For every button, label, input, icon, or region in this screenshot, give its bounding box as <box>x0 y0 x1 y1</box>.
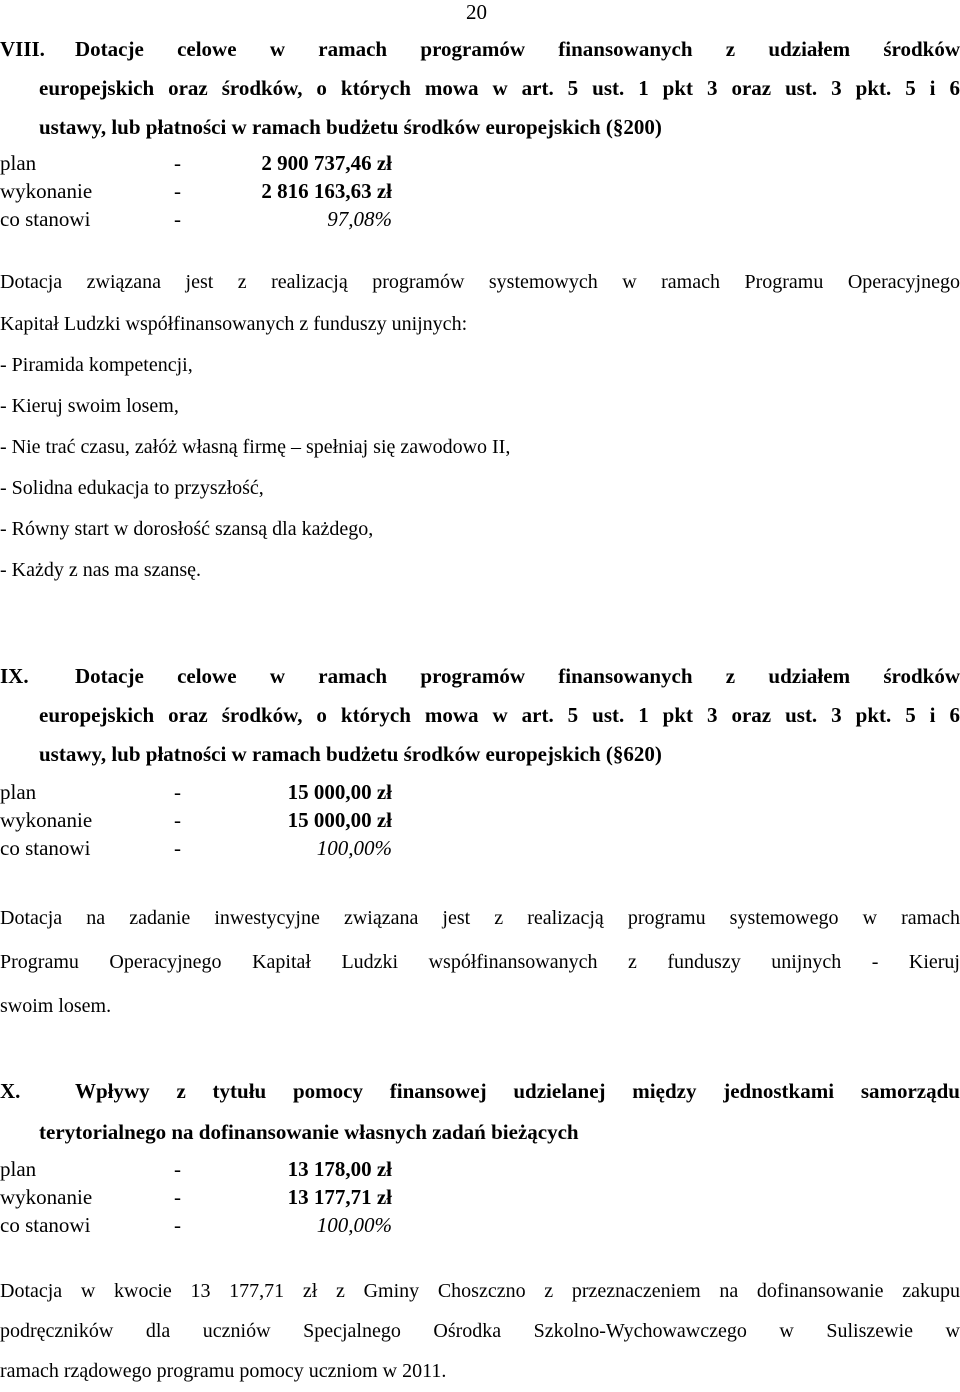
section-heading <box>0 1071 960 1153</box>
stanowi-value: 100,00% <box>316 1213 392 1237</box>
wykonanie-label: wykonanie <box>0 1185 93 1209</box>
section-number: IX. <box>0 664 29 688</box>
stanowi-row <box>0 834 960 862</box>
section-ix <box>0 657 960 1028</box>
plan-row <box>0 778 960 806</box>
separator-dash: - <box>174 151 181 175</box>
wykonanie-row <box>0 806 960 834</box>
project-item: - Równy start w dorosłość szansą dla każdego, <box>0 518 374 540</box>
stanowi-row <box>0 205 960 233</box>
plan-label: plan <box>0 780 37 804</box>
heading-line: Wpływy z tytułu pomocy finansowej udzielanej między jednostkami samorządu <box>75 1079 960 1103</box>
section-heading <box>0 30 960 147</box>
section-description <box>0 896 960 1028</box>
plan-label: plan <box>0 151 37 175</box>
section-description <box>0 1271 960 1391</box>
separator-dash: - <box>174 1157 181 1181</box>
separator-dash: - <box>174 207 181 231</box>
wykonanie-label: wykonanie <box>0 808 93 832</box>
project-item: - Nie trać czasu, załóż własną firmę – spełniaj się zawodowo II, <box>0 436 511 458</box>
description-line: Dotacja w kwocie 13 177,71 zł z Gminy Choszczno z przeznaczeniem na dofinansowanie zakupu <box>0 1280 960 1302</box>
plan-value: 2 900 737,46 zł <box>261 151 392 175</box>
wykonanie-row <box>0 1183 960 1211</box>
section-viii <box>0 30 960 591</box>
description-line: Kapitał Ludzki współfinansowanych z funduszy unijnych: <box>0 313 468 335</box>
section-number: VIII. <box>0 37 45 61</box>
stanowi-label: co stanowi <box>0 836 91 860</box>
project-item: - Każdy z nas ma szansę. <box>0 559 202 581</box>
plan-row <box>0 149 960 177</box>
stanowi-row <box>0 1211 960 1239</box>
description-line: Dotacja na zadanie inwestycyjne związana jest z realizacją programu systemowego w ramach <box>0 907 960 929</box>
budget-stats <box>0 1155 960 1239</box>
separator-dash: - <box>174 1185 181 1209</box>
project-item: - Kieruj swoim losem, <box>0 395 179 417</box>
heading-line: europejskich oraz środków, o których mowa w art. 5 ust. 1 pkt 3 oraz ust. 3 pkt. 5 i 6 <box>39 76 960 100</box>
separator-dash: - <box>174 780 181 804</box>
section-description <box>0 261 960 345</box>
separator-dash: - <box>174 179 181 203</box>
stanowi-value: 100,00% <box>316 836 392 860</box>
budget-stats <box>0 149 960 233</box>
plan-row <box>0 1155 960 1183</box>
plan-value: 15 000,00 zł <box>287 780 392 804</box>
project-list <box>0 345 960 591</box>
heading-line: Dotacje celowe w ramach programów finansowanych z udziałem środków <box>75 37 960 61</box>
description-line: podręczników dla uczniów Specjalnego Ośrodka Szkolno-Wychowawczego w Suliszewie w <box>0 1320 960 1342</box>
wykonanie-value: 2 816 163,63 zł <box>261 179 392 203</box>
project-item: - Piramida kompetencji, <box>0 354 193 376</box>
section-number: X. <box>0 1079 21 1103</box>
heading-line: terytorialnego na dofinansowanie własnych zadań bieżących <box>39 1120 579 1144</box>
heading-line: Dotacje celowe w ramach programów finansowanych z udziałem środków <box>75 664 960 688</box>
separator-dash: - <box>174 808 181 832</box>
section-x <box>0 1071 960 1391</box>
project-item: - Solidna edukacja to przyszłość, <box>0 477 264 499</box>
plan-label: plan <box>0 1157 37 1181</box>
description-line: swoim losem. <box>0 995 112 1017</box>
description-line: Dotacja związana jest z realizacją programów systemowych w ramach Programu Operacyjnego <box>0 271 960 293</box>
separator-dash: - <box>174 1213 181 1237</box>
wykonanie-label: wykonanie <box>0 179 93 203</box>
plan-value: 13 178,00 zł <box>287 1157 392 1181</box>
wykonanie-value: 13 177,71 zł <box>287 1185 392 1209</box>
heading-line: europejskich oraz środków, o których mowa w art. 5 ust. 1 pkt 3 oraz ust. 3 pkt. 5 i 6 <box>39 703 960 727</box>
stanowi-value: 97,08% <box>327 207 392 231</box>
separator-dash: - <box>174 836 181 860</box>
wykonanie-row <box>0 177 960 205</box>
budget-stats <box>0 778 960 862</box>
section-heading <box>0 657 960 774</box>
description-line: Programu Operacyjnego Kapitał Ludzki współfinansowanych z funduszy unijnych - Kieruj <box>0 951 960 973</box>
heading-line: ustawy, lub płatności w ramach budżetu środków europejskich (§620) <box>39 742 662 766</box>
description-line: ramach rządowego programu pomocy uczniom w 2011. <box>0 1360 447 1382</box>
heading-line: ustawy, lub płatności w ramach budżetu środków europejskich (§200) <box>39 115 662 139</box>
page-number: 20 <box>466 0 487 24</box>
stanowi-label: co stanowi <box>0 207 91 231</box>
wykonanie-value: 15 000,00 zł <box>287 808 392 832</box>
stanowi-label: co stanowi <box>0 1213 91 1237</box>
